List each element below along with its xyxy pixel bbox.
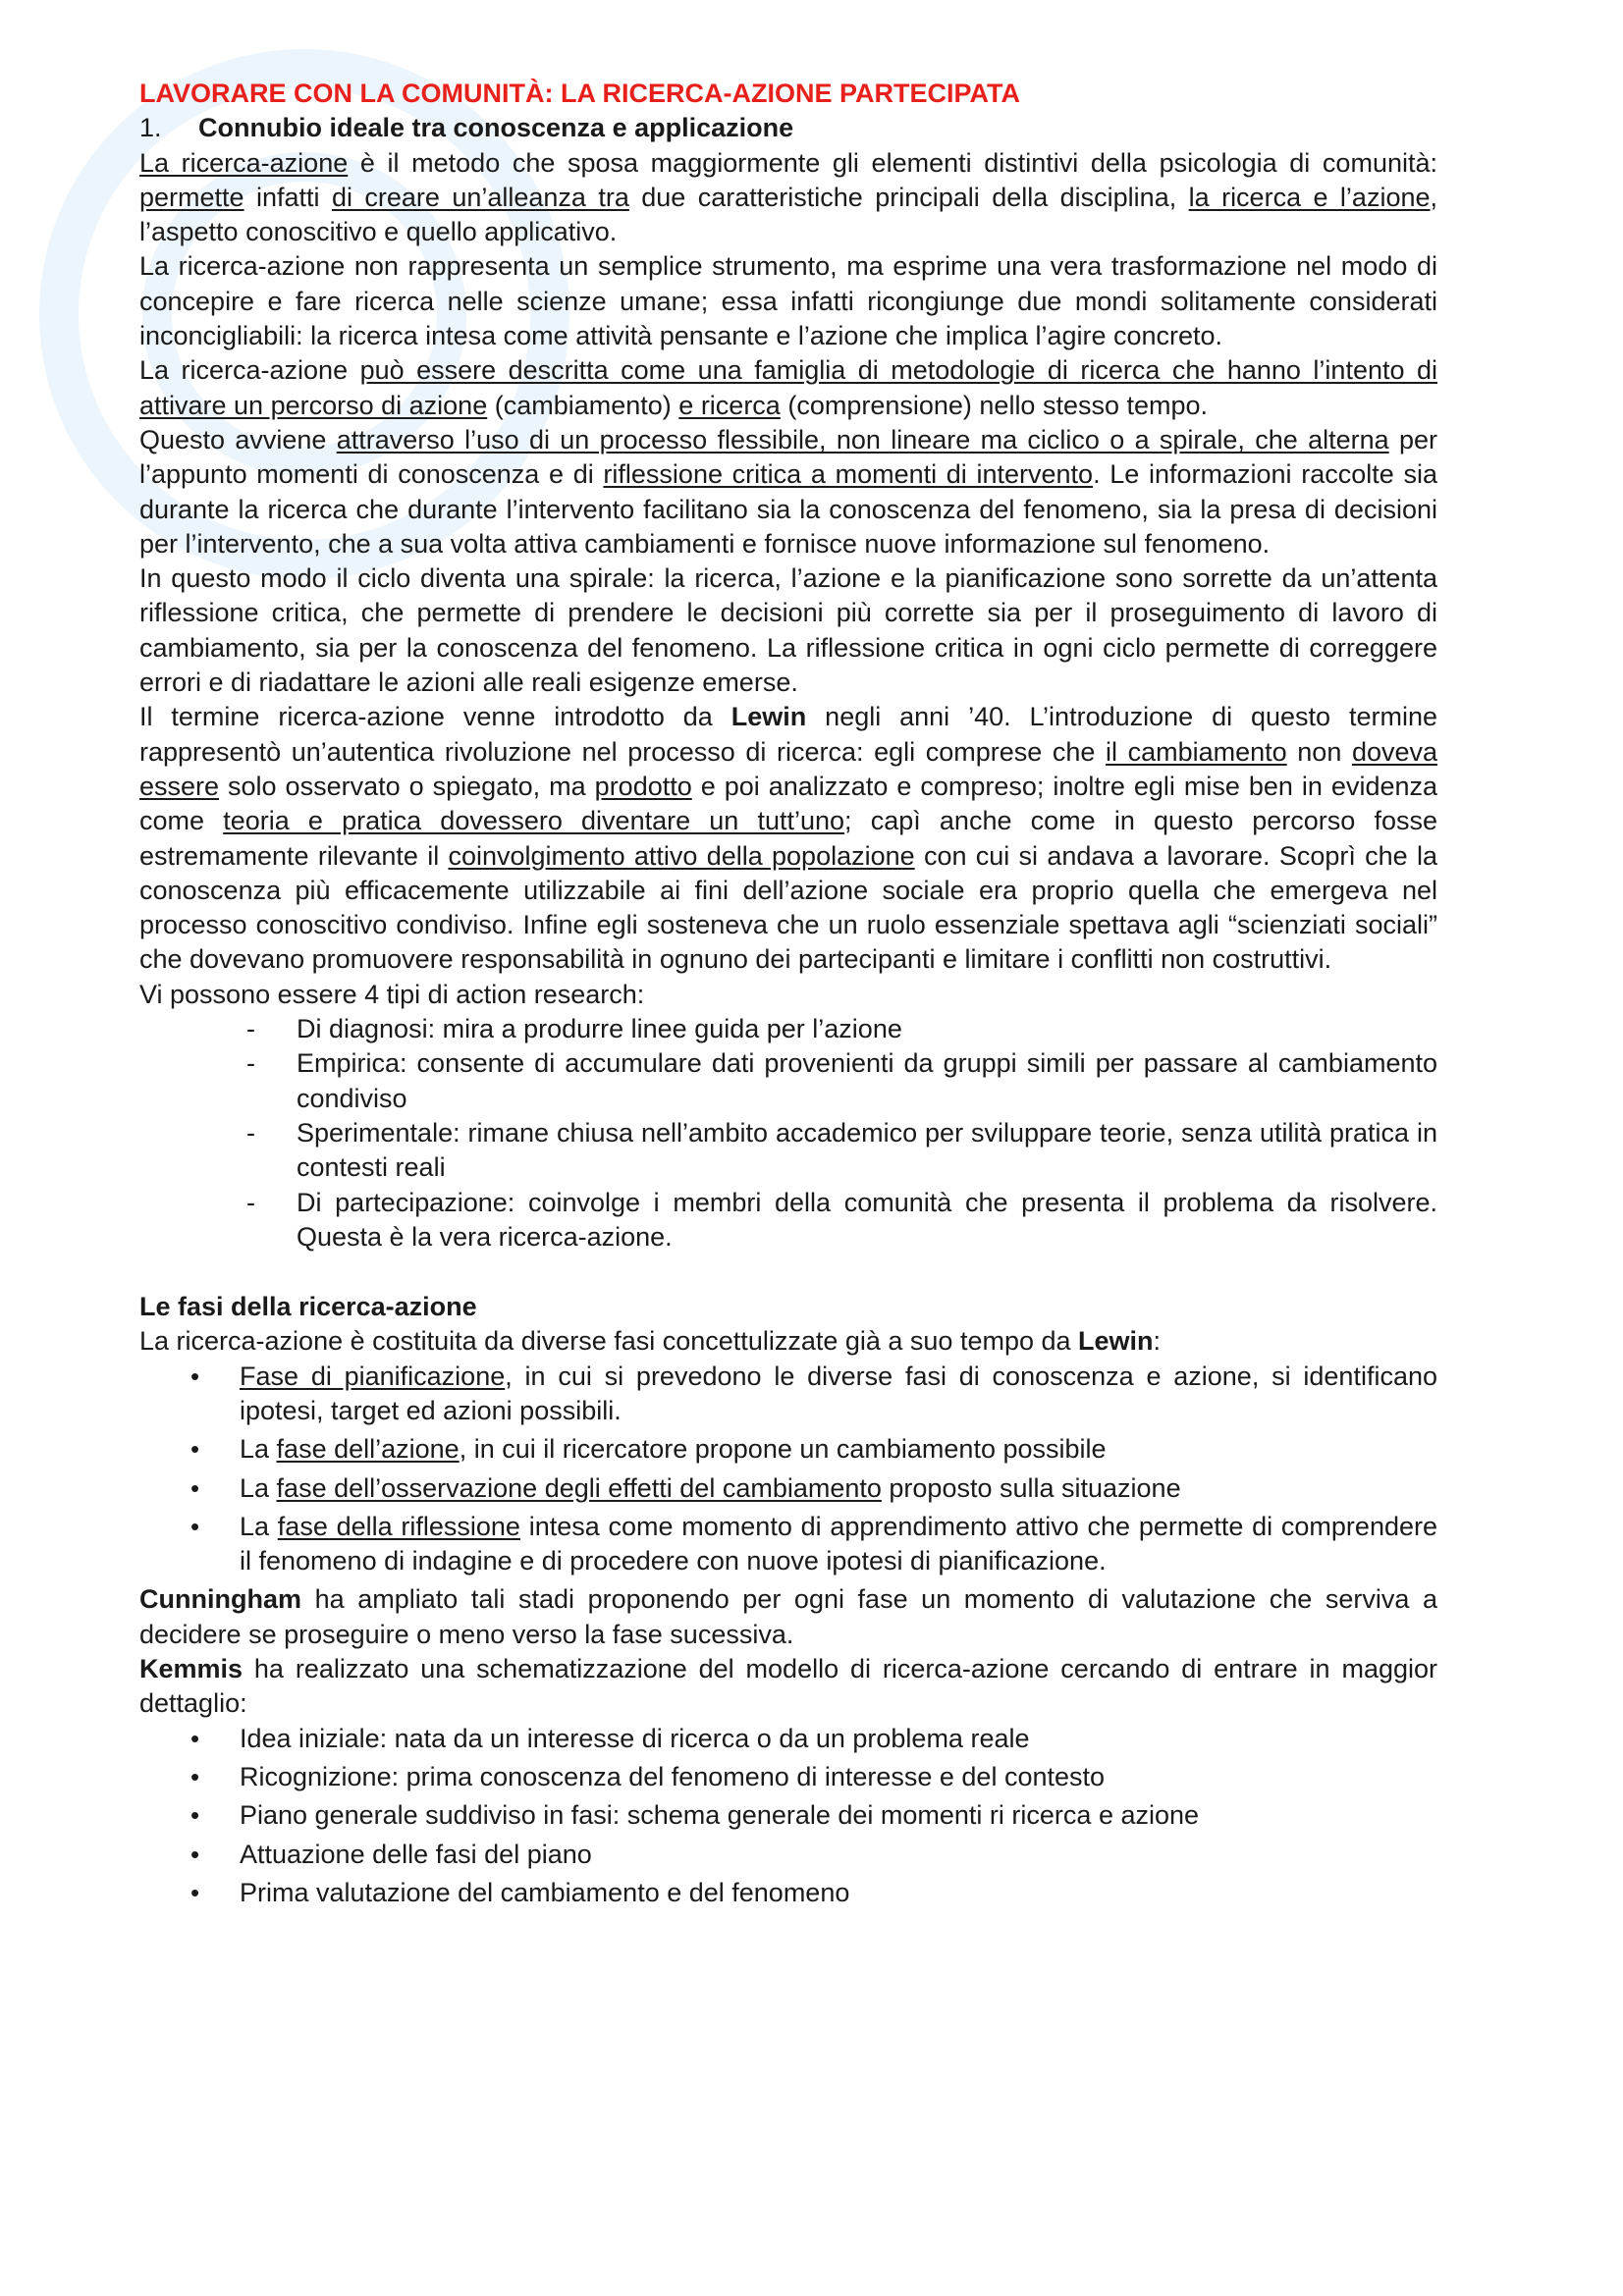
list-item: - Sperimentale: rimane chiusa nell’ambito accademico per sviluppare teorie, senza utilità pratica in contesti reali [246,1117,1437,1183]
paragraph-7: Vi possono essere 4 tipi di action research: [139,979,645,1009]
list-item: • Ricognizione: prima conoscenza del fenomeno di interesse e del contesto [190,1761,1106,1791]
document-title: LAVORARE CON LA COMUNITÀ: LA RICERCA-AZIONE PARTECIPATA [139,79,1020,108]
section-number: 1. [139,113,162,143]
document-page [139,77,1437,1914]
paragraph-5: In questo modo il ciclo diventa una spirale: la ricerca, l’azione e la pianificazione sono sorrette da un’attenta riflessione critica, che permette di prendere le decisioni più corrette sia per il proseguimento di lavoro di cambiamento, sia per la conoscenza del fenomeno. La riflessione critica in ogni ciclo permette di correggere errori e di riadattare le azioni alle reali esigenze emerse. [139,563,1437,698]
paragraph-2: La ricerca-azione non rappresenta un semplice strumento, ma esprime una vera trasformazione nel modo di concepire e fare ricerca nelle scienze umane; essa infatti ricongiunge due mondi solitamente considerati inconcigliabili: la ricerca intesa come attività pensante e l’azione che implica l’agire concreto. [139,251,1437,351]
list-item: - Empirica: consente di accumulare dati provenienti da gruppi simili per passare al cambiamento condiviso [246,1048,1437,1113]
paragraph-4: Questo avviene attraverso l’uso di un processo flessibile, non lineare ma ciclico o a spirale, che alterna per l’appunto momenti di conoscenza e di riflessione critica a momenti di intervento. Le informazioni raccolte sia durante la ricerca che durante l’intervento facilitano sia la conoscenza del fenomeno, sia la presa di decisioni per l’intervento, che a sua volta attiva cambiamenti e fornisce nuove informazione sul fenomeno. [139,424,1437,559]
paragraph-6: Il termine ricerca-azione venne introdotto da Lewin negli anni ’40. L’introduzione di questo termine rappresentò un’autentica rivoluzione nel processo di ricerca: egli comprese che il cambiamento non doveva essere solo osservato o spiegato, ma prodotto e poi analizzato e compreso; inoltre egli mise ben in evidenza come teoria e pratica dovessero diventare un tutt’uno; capì anche come in questo percorso fosse estremamente rilevante il coinvolgimento attivo della popolazione con cui si andava a lavorare. Scoprì che la conoscenza più efficacemente utilizzabile ai fini dell’azione sociale era proprio quella che emergeva nel processo conoscitivo condiviso. Infine egli sosteneva che un ruolo essenziale spettava agli “scienziati sociali” che dovevano promuovere responsabilità in ognuno dei partecipanti e limitare i conflitti non costruttivi. [139,702,1438,975]
list-item: • Piano generale suddiviso in fasi: schema generale dei momenti ri ricerca e azione [190,1800,1200,1831]
list-item: • Attuazione delle fasi del piano [190,1839,592,1869]
paragraph-3: La ricerca-azione può essere descritta come una famiglia di metodologie di ricerca che hanno l’intento di attivare un percorso di azione (cambiamento) e ricerca (comprensione) nello stesso tempo. [139,355,1437,420]
paragraph-1: La ricerca-azione è il metodo che sposa maggiormente gli elementi distintivi della psicologia di comunità: permette infatti di creare un’alleanza tra due caratteristiche principali della disciplina, la ricerca e l’azione, l’aspetto conoscitivo e quello applicativo. [139,147,1438,247]
paragraph-8: La ricerca-azione è costituita da diverse fasi concettulizzate già a suo tempo da Lewin: [139,1326,1162,1357]
kemmis-list [139,1722,1437,1910]
phases-list [139,1360,1437,1579]
list-item: • Fase di pianificazione, in cui si prevedono le diverse fasi di conoscenza e azione, si identificano ipotesi, target ed azioni possibili. [190,1361,1437,1425]
list-item: • La fase della riflessione intesa come momento di apprendimento attivo che permette di comprendere il fenomeno di indagine e di procedere con nuove ipotesi di pianificazione. [190,1511,1437,1576]
action-research-types-list [139,1012,1437,1255]
section-heading-2: Le fasi della ricerca-azione [139,1292,477,1322]
section-title: Connubio ideale tra conoscenza e applicazione [198,113,794,143]
paragraph-9: Cunningham ha ampliato tali stadi proponendo per ogni fase un momento di valutazione che serviva a decidere se proseguire o meno verso la fase sucessiva. [139,1584,1437,1649]
section-heading-1 [139,111,1437,145]
list-item: • Idea iniziale: nata da un interesse di ricerca o da un problema reale [190,1723,1030,1753]
paragraph-10: Kemmis ha realizzato una schematizzazione del modello di ricerca-azione cercando di entrare in maggior dettaglio: [139,1654,1437,1719]
list-item: - Di partecipazione: coinvolge i membri della comunità che presenta il problema da risolvere. Questa è la vera ricerca-azione. [246,1187,1437,1252]
list-item: • Prima valutazione del cambiamento e del fenomeno [190,1877,850,1907]
list-item: • La fase dell’osservazione degli effetti del cambiamento proposto sulla situazione [190,1472,1181,1503]
list-item: - Di diagnosi: mira a produrre linee guida per l’azione [246,1014,902,1044]
list-item: • La fase dell’azione, in cui il ricercatore propone un cambiamento possibile [190,1434,1107,1465]
